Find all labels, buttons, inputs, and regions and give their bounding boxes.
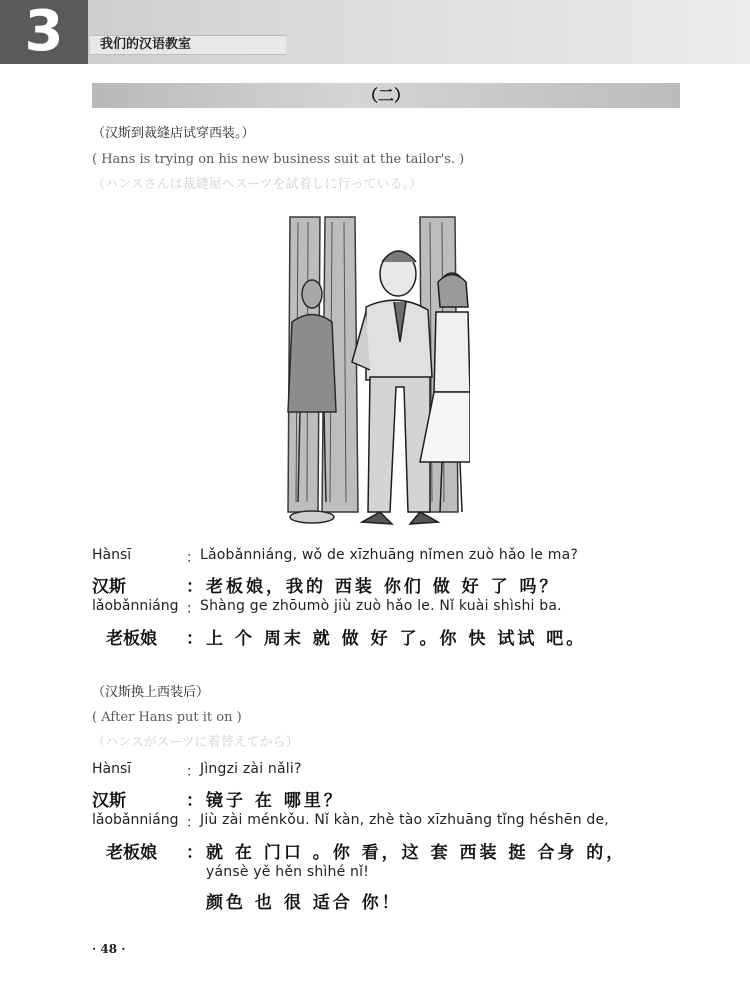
dialogue-line-pinyin: Lǎobǎnniáng, wǒ de xīzhuāng nǐmen zuò hǎo le ma? (200, 547, 579, 563)
speaker-pinyin: lǎobǎnniáng (92, 598, 179, 614)
speaker-hanzi: 老板娘 (106, 843, 157, 863)
scene1-note-en: ( Hans is trying on his new business suit at the tailor's. ) (92, 152, 465, 167)
speaker-colon: ： (186, 791, 203, 811)
header-title: 我们的汉语教室 (100, 37, 192, 52)
dialogue-line-pinyin: yánsè yě hěn shìhé nǐ! (206, 864, 370, 880)
speaker-hanzi: 汉斯 (92, 791, 126, 811)
tailor-fitting-illustration (270, 212, 470, 532)
dialogue-line-pinyin: Shàng ge zhōumò jiù zuò hǎo le. Nǐ kuài shìshi ba. (200, 598, 562, 614)
speaker-colon: ： (186, 764, 200, 780)
dialogue-line-hanzi: 老板娘，我的 西装 你们 做 好 了 吗？ (206, 577, 560, 597)
speaker-colon: ： (186, 843, 203, 863)
dialogue-line-hanzi: 就 在 门口 。你 看，这 套 西装 挺 合身 的， (206, 843, 627, 863)
dialogue-line-hanzi: 上 个 周末 就 做 好 了。你 快 试试 吧。 (206, 629, 587, 649)
speaker-pinyin: Hànsī (92, 761, 132, 777)
chapter-number: 3 (0, 0, 88, 64)
dialogue-line-hanzi: 镜子 在 哪里？ (206, 791, 344, 811)
dialogue-line-hanzi: 颜色 也 很 适合 你！ (206, 893, 402, 913)
scene2-note-en: ( After Hans put it on ) (92, 710, 242, 725)
dialogue-line-pinyin: Jìngzi zài nǎli? (200, 761, 302, 777)
speaker-pinyin: Hànsī (92, 547, 132, 563)
speaker-pinyin: lǎobǎnniáng (92, 812, 179, 828)
speaker-colon: ： (186, 815, 200, 831)
speaker-colon: ： (186, 601, 200, 617)
scene2-note-zh: （汉斯换上西装后） (92, 685, 210, 700)
speaker-colon: ： (186, 629, 203, 649)
speaker-hanzi: 老板娘 (106, 629, 157, 649)
scene2-note-ja: （ハンスがスーツに着替えてから） (92, 735, 299, 750)
section-label: （二） (361, 86, 410, 105)
speaker-colon: ： (186, 577, 203, 597)
dialogue-line-pinyin: Jiù zài ménkǒu. Nǐ kàn, zhè tào xīzhuāng tǐng héshēn de, (200, 812, 609, 828)
speaker-colon: ： (186, 550, 200, 566)
page-number: · 48 · (92, 942, 126, 956)
speaker-hanzi: 汉斯 (92, 577, 126, 597)
scene1-note-zh: （汉斯到裁缝店试穿西装。） (92, 126, 255, 141)
scene1-note-ja: （ハンスさんは裁縫屋へスーツを試着しに行っている。） (92, 177, 422, 192)
